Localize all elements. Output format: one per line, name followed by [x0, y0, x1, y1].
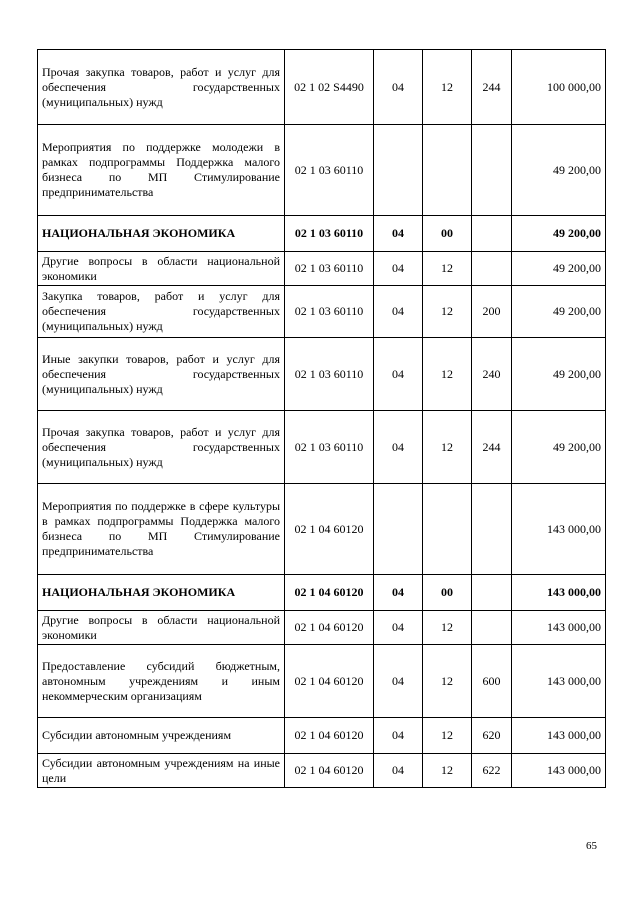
expense-type-cell: 244: [472, 50, 512, 125]
amount-cell: 143 000,00: [512, 575, 606, 611]
table-row: [38, 411, 606, 484]
item-name-cell: Мероприятия по поддержке молодежи в рамках подпрограммы Поддержка малого бизнеса по МП Стимулирование предпринимательства: [38, 125, 285, 216]
target-code-cell: 02 1 03 60110: [285, 411, 374, 484]
amount-cell: 49 200,00: [512, 286, 606, 338]
subsection-cell: 12: [423, 754, 472, 788]
expense-type-cell: [472, 125, 512, 216]
section-cell: [374, 484, 423, 575]
target-code-cell: 02 1 04 60120: [285, 718, 374, 754]
target-code-cell: 02 1 03 60110: [285, 338, 374, 411]
subsection-cell: 12: [423, 252, 472, 286]
subsection-cell: 12: [423, 645, 472, 718]
expense-type-cell: 600: [472, 645, 512, 718]
section-cell: 04: [374, 286, 423, 338]
item-name-cell: Прочая закупка товаров, работ и услуг для обеспечения государственных (муниципальных) нужд: [38, 50, 285, 125]
subsection-cell: 12: [423, 338, 472, 411]
expense-type-cell: [472, 575, 512, 611]
subsection-cell: 00: [423, 575, 472, 611]
table-row-section-total: [38, 575, 606, 611]
subsection-cell: 12: [423, 718, 472, 754]
target-code-cell: 02 1 03 60110: [285, 125, 374, 216]
amount-cell: 100 000,00: [512, 50, 606, 125]
section-cell: 04: [374, 216, 423, 252]
budget-table: [37, 49, 606, 788]
table-row: [38, 611, 606, 645]
section-cell: 04: [374, 575, 423, 611]
section-cell: 04: [374, 611, 423, 645]
budget-table-body: [38, 50, 606, 788]
expense-type-cell: 620: [472, 718, 512, 754]
item-name-cell: НАЦИОНАЛЬНАЯ ЭКОНОМИКА: [38, 216, 285, 252]
table-row: [38, 50, 606, 125]
table-row: [38, 252, 606, 286]
amount-cell: 143 000,00: [512, 611, 606, 645]
expense-type-cell: [472, 484, 512, 575]
target-code-cell: 02 1 04 60120: [285, 611, 374, 645]
target-code-cell: 02 1 02 S4490: [285, 50, 374, 125]
section-cell: 04: [374, 50, 423, 125]
expense-type-cell: 240: [472, 338, 512, 411]
item-name-cell: Мероприятия по поддержке в сфере культуры в рамках подпрограммы Поддержка малого бизнеса по МП Стимулирование предпринимательства: [38, 484, 285, 575]
item-name-cell: Предоставление субсидий бюджетным, автономным учреждениям и иным некоммерческим организациям: [38, 645, 285, 718]
target-code-cell: 02 1 04 60120: [285, 645, 374, 718]
target-code-cell: 02 1 04 60120: [285, 754, 374, 788]
table-row: [38, 484, 606, 575]
amount-cell: 143 000,00: [512, 645, 606, 718]
subsection-cell: 12: [423, 286, 472, 338]
item-name-cell: Субсидии автономным учреждениям: [38, 718, 285, 754]
subsection-cell: 12: [423, 611, 472, 645]
subsection-cell: 00: [423, 216, 472, 252]
amount-cell: 143 000,00: [512, 718, 606, 754]
table-row: [38, 338, 606, 411]
amount-cell: 49 200,00: [512, 125, 606, 216]
section-cell: 04: [374, 411, 423, 484]
target-code-cell: 02 1 04 60120: [285, 575, 374, 611]
expense-type-cell: 244: [472, 411, 512, 484]
target-code-cell: 02 1 03 60110: [285, 252, 374, 286]
page-number: 65: [586, 840, 597, 852]
table-row: [38, 754, 606, 788]
table-row: [38, 125, 606, 216]
section-cell: [374, 125, 423, 216]
table-row: [38, 645, 606, 718]
amount-cell: 49 200,00: [512, 252, 606, 286]
item-name-cell: Субсидии автономным учреждениям на иные цели: [38, 754, 285, 788]
item-name-cell: Закупка товаров, работ и услуг для обеспечения государственных (муниципальных) нужд: [38, 286, 285, 338]
section-cell: 04: [374, 718, 423, 754]
section-cell: 04: [374, 754, 423, 788]
expense-type-cell: [472, 216, 512, 252]
section-cell: 04: [374, 252, 423, 286]
item-name-cell: Другие вопросы в области национальной экономики: [38, 252, 285, 286]
table-row-section-total: [38, 216, 606, 252]
subsection-cell: [423, 484, 472, 575]
section-cell: 04: [374, 645, 423, 718]
amount-cell: 49 200,00: [512, 216, 606, 252]
expense-type-cell: [472, 611, 512, 645]
expense-type-cell: [472, 252, 512, 286]
section-cell: 04: [374, 338, 423, 411]
amount-cell: 143 000,00: [512, 754, 606, 788]
amount-cell: 143 000,00: [512, 484, 606, 575]
amount-cell: 49 200,00: [512, 338, 606, 411]
table-row: [38, 286, 606, 338]
target-code-cell: 02 1 03 60110: [285, 286, 374, 338]
expense-type-cell: 622: [472, 754, 512, 788]
subsection-cell: 12: [423, 411, 472, 484]
item-name-cell: Иные закупки товаров, работ и услуг для обеспечения государственных (муниципальных) нужд: [38, 338, 285, 411]
item-name-cell: Другие вопросы в области национальной экономики: [38, 611, 285, 645]
item-name-cell: НАЦИОНАЛЬНАЯ ЭКОНОМИКА: [38, 575, 285, 611]
subsection-cell: [423, 125, 472, 216]
amount-cell: 49 200,00: [512, 411, 606, 484]
table-row: [38, 718, 606, 754]
expense-type-cell: 200: [472, 286, 512, 338]
subsection-cell: 12: [423, 50, 472, 125]
target-code-cell: 02 1 04 60120: [285, 484, 374, 575]
item-name-cell: Прочая закупка товаров, работ и услуг для обеспечения государственных (муниципальных) нужд: [38, 411, 285, 484]
target-code-cell: 02 1 03 60110: [285, 216, 374, 252]
